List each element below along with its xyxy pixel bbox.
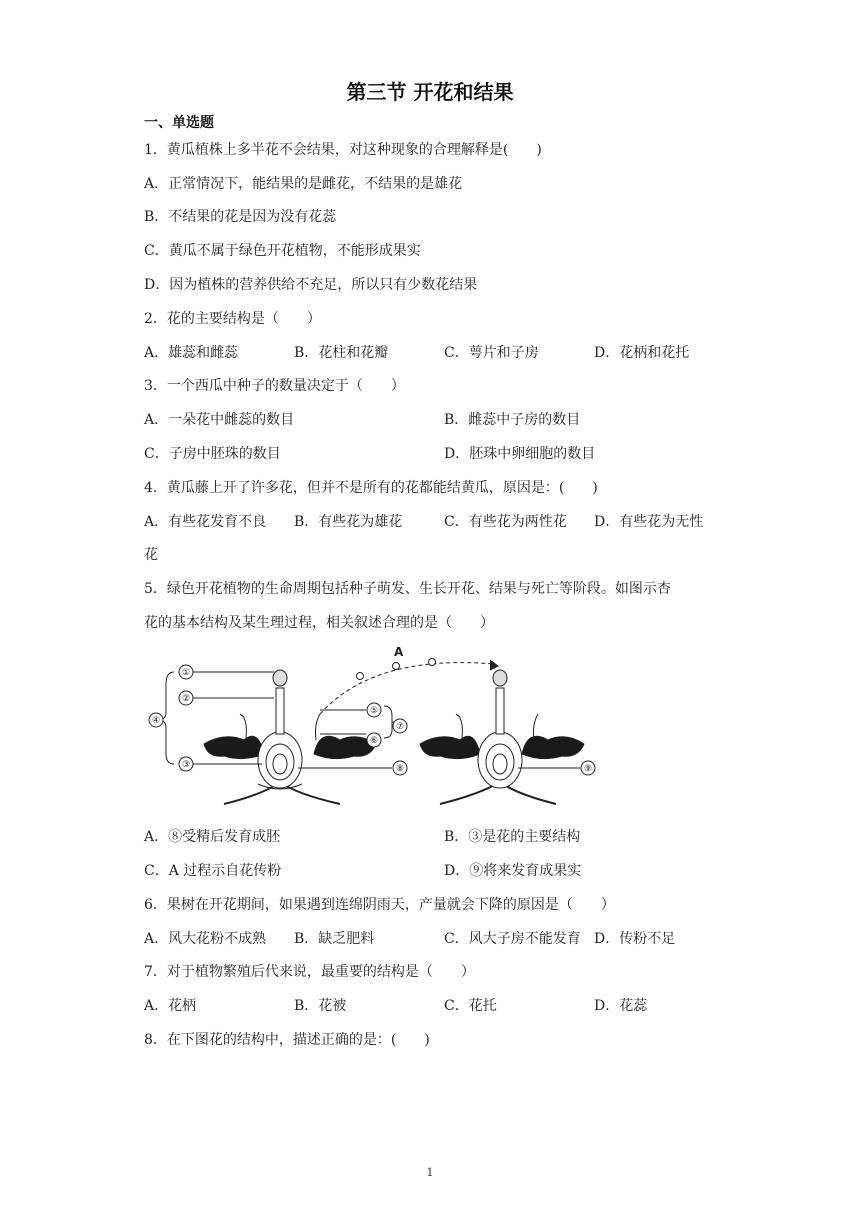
label-4: ④ <box>151 716 161 726</box>
option: B．雌蕊中子房的数目 <box>444 412 581 428</box>
option: D．传粉不足 <box>594 931 676 947</box>
label-6: ⑥ <box>369 736 379 746</box>
option: C．风大子房不能发育 <box>444 931 581 947</box>
option: B．不结果的花是因为没有花蕊 <box>144 209 337 225</box>
option: A．正常情况下，能结果的是雌花，不结果的是雄花 <box>144 176 463 192</box>
option: B．缺乏肥料 <box>294 931 375 947</box>
option: D．因为植株的营养供给不充足，所以只有少数花结果 <box>144 277 478 293</box>
option: C．黄瓜不属于绿色开花植物，不能形成果实 <box>144 243 421 259</box>
option: B．③是花的主要结构 <box>444 829 581 845</box>
option: C．A 过程示自花传粉 <box>144 863 282 879</box>
question-stem: 6．果树在开花期间，如果遇到连绵阴雨天，产量就会下降的原因是（ ） <box>144 897 615 913</box>
left-flower <box>204 670 379 804</box>
pollination-arrow <box>320 659 498 715</box>
label-7: ⑦ <box>395 722 405 732</box>
question-stem: 1．黄瓜植株上多半花不会结果，对这种现象的合理解释是( ) <box>144 142 542 158</box>
right-flower <box>420 670 595 804</box>
question-stem: 8．在下图花的结构中，描述正确的是：( ) <box>144 1032 430 1048</box>
option: A．⑧受精后发育成胚 <box>144 829 281 845</box>
option: B．花柱和花瓣 <box>294 345 389 361</box>
option: A．一朵花中雌蕊的数目 <box>144 412 295 428</box>
option: A．风大花粉不成熟 <box>144 931 267 947</box>
option: C．有些花为两性花 <box>444 514 567 530</box>
option: D．花柄和花托 <box>594 345 690 361</box>
label-5: ⑤ <box>369 706 379 716</box>
option-wrap: 花 <box>144 547 158 563</box>
section-heading: 一、单选题 <box>144 115 214 131</box>
question-stem: 5．绿色开花植物的生命周期包括种子萌发、生长开花、结果与死亡等阶段。如图示杏 <box>144 581 671 597</box>
label-8: ⑧ <box>395 764 405 774</box>
label-9: ⑨ <box>583 764 593 774</box>
option: B．有些花为雄花 <box>294 514 403 530</box>
arrow-label: A <box>394 645 404 659</box>
option: D．胚珠中卵细胞的数目 <box>444 446 596 462</box>
label-3: ③ <box>181 760 191 770</box>
option: C．萼片和子房 <box>444 345 539 361</box>
option: D．花蕊 <box>594 998 648 1014</box>
question-stem: 3．一个西瓜中种子的数量决定于（ ） <box>144 378 405 394</box>
label-1: ① <box>181 668 191 678</box>
option: A．雄蕊和雌蕊 <box>144 345 239 361</box>
question-stem: 2．花的主要结构是（ ） <box>144 311 321 327</box>
option: C．花托 <box>444 998 497 1014</box>
question-stem: 4．黄瓜藤上开了许多花，但并不是所有的花都能结黄瓜，原因是：( ) <box>144 480 598 496</box>
option: D．有些花为无性 <box>594 514 704 530</box>
question-stem: 7．对于植物繁殖后代来说，最重要的结构是（ ） <box>144 964 475 980</box>
option: A．有些花发育不良 <box>144 514 267 530</box>
label-2: ② <box>181 694 191 704</box>
option: C．子房中胚珠的数目 <box>144 446 281 462</box>
question-stem-cont: 花的基本结构及某生理过程，相关叙述合理的是（ ） <box>144 615 494 631</box>
option: D．⑨将来发育成果实 <box>444 863 582 879</box>
page-number: 1 <box>426 1166 434 1179</box>
option: A．花柄 <box>144 998 197 1014</box>
apricot-flower-figure <box>144 644 604 814</box>
page-title: 第三节 开花和结果 <box>346 80 514 104</box>
option: B．花被 <box>294 998 347 1014</box>
